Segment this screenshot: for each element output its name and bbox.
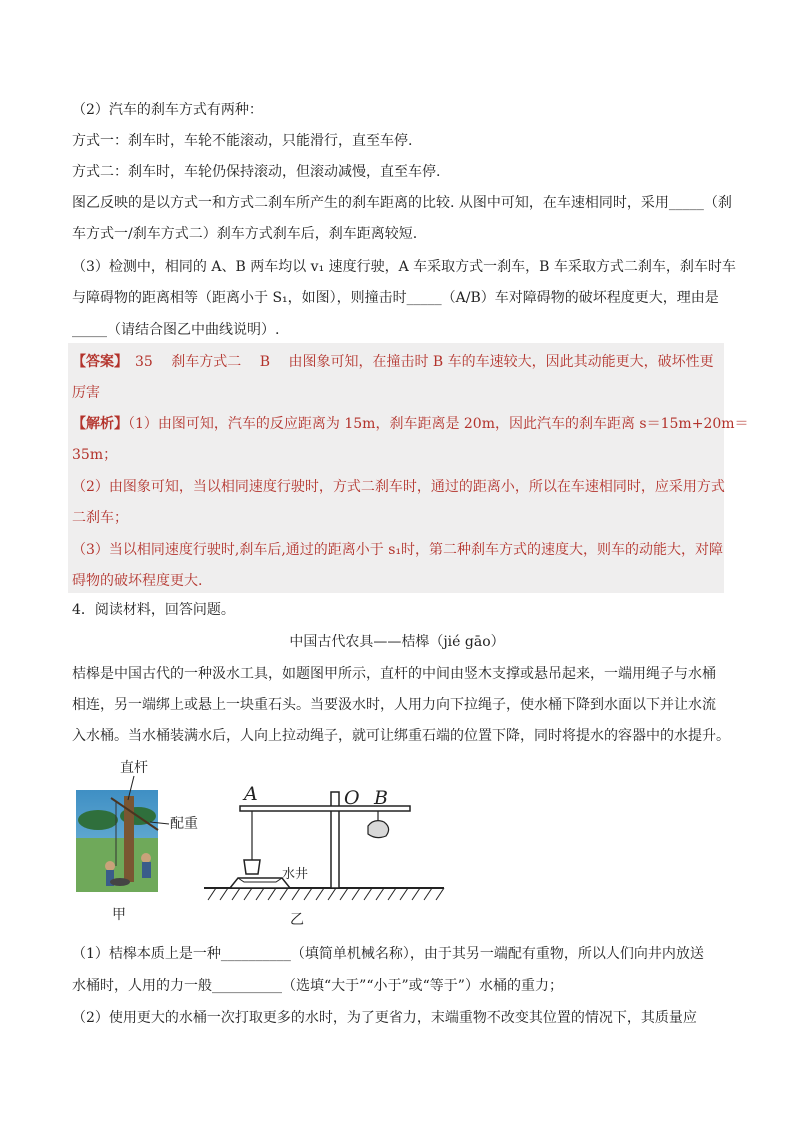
analysis-tag: 【解析】	[72, 416, 128, 432]
illustration-person	[141, 853, 151, 863]
answer-text: 35 刹车方式二 B 由图象可知，在撞击时 B 车的车速较大，因此其动能更大，破坏性更	[121, 354, 714, 370]
figure-jia	[76, 758, 216, 928]
q3-part3-line1: （3）检测中，相同的 A、B 两车均以 v₁ 速度行驶，A 车采取方式一刹车，B 车采取方式二刹车，刹车时车	[72, 259, 736, 275]
ground-hatching	[208, 888, 444, 900]
analysis-line4: 二刹车；	[72, 510, 128, 526]
bucket	[244, 860, 260, 874]
caption-yi: 乙	[290, 912, 304, 928]
well	[230, 878, 290, 888]
illustration-person	[142, 862, 151, 878]
label-weight: 配重	[170, 816, 198, 832]
q4-para-line3: 入水桶。当水桶装满水后，人向上拉动绳子，就可让绑重石端的位置下降，同时将提水的容器中的水提升。	[72, 728, 730, 744]
illustration-person	[105, 861, 115, 871]
answer-line1	[72, 352, 714, 372]
q3-part3-line2: 与障碍物的距离相等（距离小于 S₁，如图），则撞击时_____（A/B）车对障碍物的破坏程度更大，理由是	[72, 290, 719, 306]
illustration-well	[110, 878, 130, 886]
q4-title: 中国古代农具——桔槔（jié gāo）	[289, 634, 505, 650]
stone-weight	[368, 821, 389, 838]
label-b: B	[374, 787, 388, 809]
q4-heading: 4．阅读材料，回答问题。	[72, 602, 235, 618]
illustration-tree	[78, 810, 118, 830]
q4-para-line2: 相连，另一端绑上或悬上一块重石头。当要汲水时，人用力向下拉绳子，使水桶下降到水面以下并让水流	[72, 697, 716, 713]
q4-sub1-line1: （1）桔槔本质上是一种__________（填简单机械名称），由于其另一端配有重物，所以人们向井内放送	[72, 946, 704, 962]
answer-line2: 厉害	[72, 385, 100, 401]
analysis-line2: 35m；	[72, 447, 118, 463]
analysis-line3: （2）由图象可知，当以相同速度行驶时，方式二刹车时，通过的距离小，所以在车速相同时，应采用方式	[72, 479, 725, 495]
analysis-text: （1）由图可知，汽车的反应距离为 15m，刹车距离是 20m，因此汽车的刹车距离 s＝15m+20m＝	[128, 416, 749, 432]
q3-part3-line3: _____（请结合图乙中曲线说明）.	[72, 322, 280, 338]
label-pole: 直杆	[120, 760, 148, 776]
answer-tag: 【答案】	[72, 354, 121, 370]
q4-sub2-line1: （2）使用更大的水桶一次打取更多的水时，为了更省力，末端重物不改变其位置的情况下，其质量应	[72, 1010, 697, 1026]
analysis-line6: 碍物的破坏程度更大.	[72, 573, 203, 589]
label-well: 水井	[282, 867, 309, 882]
label-a: A	[244, 783, 258, 805]
q3-mode2: 方式二：刹车时，车轮仍保持滚动，但滚动减慢，直至车停.	[72, 164, 441, 180]
q3-graph-line2: 车方式一/刹车方式二）刹车方式刹车后，刹车距离较短.	[72, 226, 418, 242]
analysis-line5: （3）当以相同速度行驶时,刹车后,通过的距离小于 s₁时，第二种刹车方式的速度大，则车的动能大，对障	[72, 542, 724, 558]
q3-graph-line1: 图乙反映的是以方式一和方式二刹车所产生的刹车距离的比较. 从图中可知，在车速相同时，采用_____（刹	[72, 195, 732, 211]
figure-yi	[200, 778, 450, 930]
analysis-line1	[72, 414, 749, 434]
q3-part2-intro: （2）汽车的刹车方式有两种：	[72, 102, 263, 118]
caption-jia: 甲	[112, 907, 126, 923]
q4-sub1-line2: 水桶时，人用的力一般__________（选填“大于”“小于”或“等于”）水桶的重力；	[72, 978, 563, 994]
label-o: O	[344, 787, 360, 809]
q4-para-line1: 桔槔是中国古代的一种汲水工具，如题图甲所示，直杆的中间由竖木支撑或悬吊起来，一端用绳子与水桶	[72, 666, 716, 682]
q3-mode1: 方式一：刹车时，车轮不能滚动，只能滑行，直至车停.	[72, 133, 413, 149]
